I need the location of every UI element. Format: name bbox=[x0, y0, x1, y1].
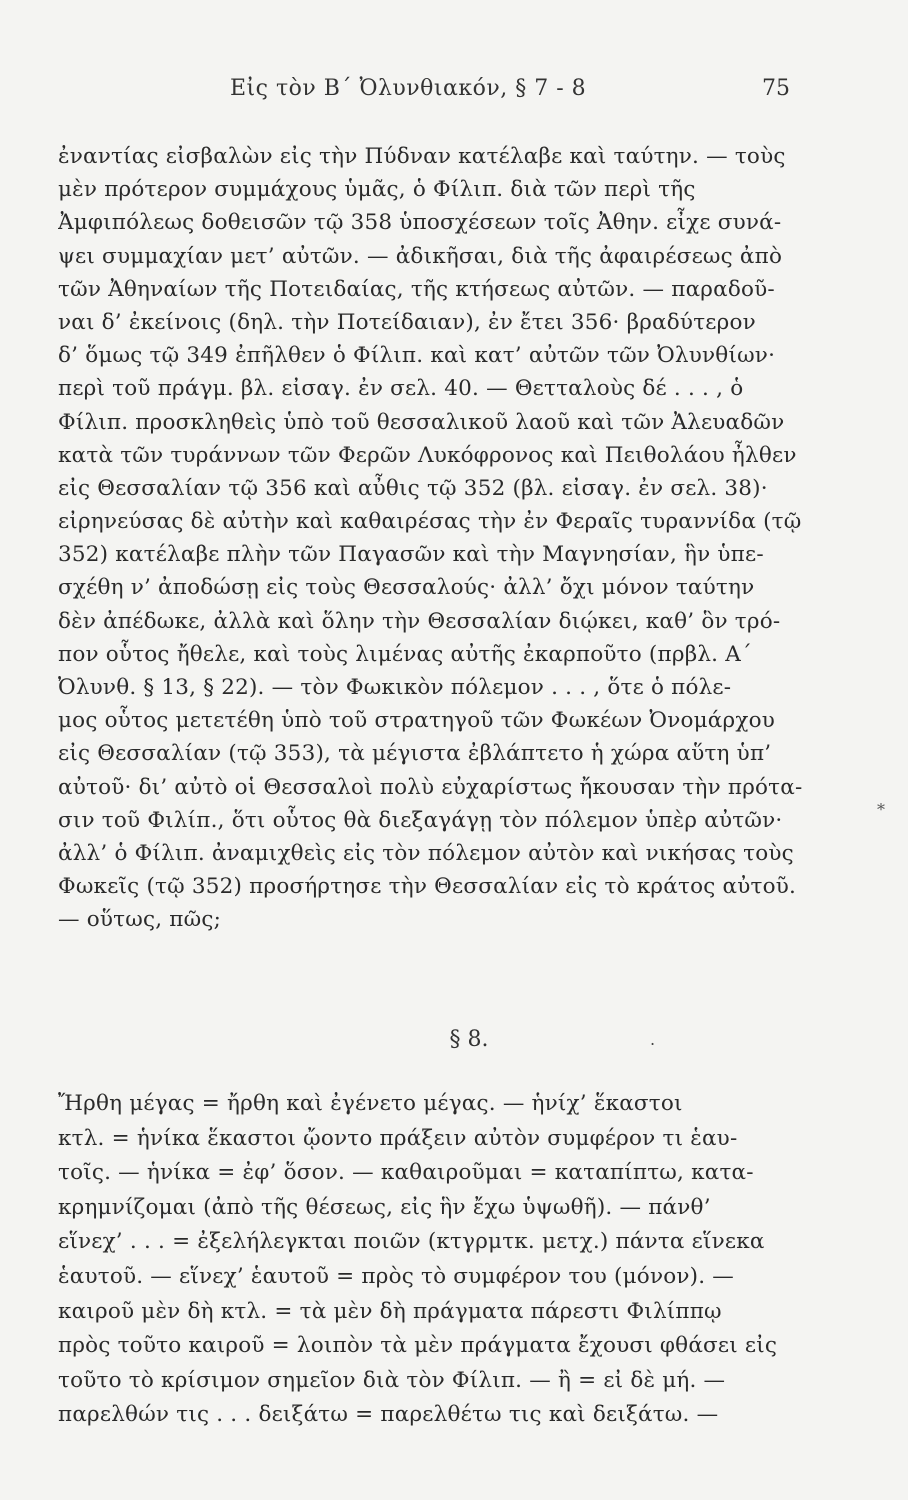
text-line: ψει συμμαχίαν μετ’ αὐτῶν. — ἀδικῆσαι, διὰ τῆς ἀφαιρέσεως ἀπὸ bbox=[58, 243, 783, 269]
text-line: κτλ. = ἡνίκα ἕκαστοι ᾤοντο πράξειν αὐτὸν συμφέρον τι ἑαυ- bbox=[58, 1125, 738, 1151]
text-line: Ὀλυνθ. § 13, § 22). — τὸν Φωκικὸν πόλεμον . . . , ὅτε ὁ πόλε- bbox=[58, 675, 732, 700]
text-line: μὲν πρότερον συμμάχους ὑμᾶς, ὁ Φίλιπ. διὰ τῶν περὶ τῆς bbox=[58, 177, 696, 203]
section-heading bbox=[0, 1027, 908, 1052]
text-line: — οὕτως, πῶς; bbox=[58, 907, 222, 933]
text-line: δὲν ἀπέδωκε, ἀλλὰ καὶ ὅλην τὴν Θεσσαλίαν διῴκει, καθ’ ὃν τρό- bbox=[58, 608, 781, 634]
text-line: εἰς Θεσσαλίαν τῷ 356 καὶ αὖθις τῷ 352 (βλ. εἰσαγ. ἐν σελ. 38)· bbox=[58, 475, 768, 501]
text-line: τῶν Ἀθηναίων τῆς Ποτειδαίας, τῆς κτήσεως αὐτῶν. — παραδοῦ- bbox=[58, 276, 775, 302]
text-line: πον οὗτος ἤθελε, καὶ τοὺς λιμένας αὐτῆς ἐκαρποῦτο (πρβλ. Α΄ bbox=[58, 641, 752, 667]
text-line: σιν τοῦ Φιλίπ., ὅτι οὗτος θὰ διεξαγάγῃ τὸν πόλεμον ὑπὲρ αὐτῶν· bbox=[58, 807, 783, 833]
text-line: ἀλλ’ ὁ Φίλιπ. ἀναμιχθεὶς εἰς τὸν πόλεμον αὐτὸν καὶ νικήσας τοὺς bbox=[58, 840, 794, 866]
text-line: περὶ τοῦ πράγμ. βλ. εἰσαγ. ἐν σελ. 40. — Θετταλοὺς δέ . . . , ὁ bbox=[58, 376, 744, 402]
commentary-section-8 bbox=[58, 1087, 838, 1433]
text-line: τοῦτο τὸ κρίσιμον σημεῖον διὰ τὸν Φίλιπ. — ἢ = εἰ δὲ μή. — bbox=[58, 1367, 726, 1393]
margin-dot: . bbox=[650, 1030, 656, 1049]
text-line: πρὸς τοῦτο καιροῦ = λοιπὸν τὰ μὲν πράγματα ἔχουσι φθάσει εἰς bbox=[58, 1333, 778, 1359]
running-head: Εἰς τὸν Β΄ Ὀλυνθιακόν, § 7 - 8 bbox=[230, 76, 587, 101]
text-line: εἰς Θεσσαλίαν (τῷ 353), τὰ μέγιστα ἐβλάπτετο ἡ χώρα αὕτη ὑπ’ bbox=[58, 741, 772, 767]
text-line: Φωκεῖς (τῷ 352) προσήρτησε τὴν Θεσσαλίαν εἰς τὸ κράτος αὐτοῦ. bbox=[58, 874, 797, 900]
text-line: τοῖς. — ἡνίκα = ἐφ’ ὅσον. — καθαιροῦμαι = καταπίπτω, κατα- bbox=[58, 1160, 754, 1186]
text-line: κατὰ τῶν τυράννων τῶν Φερῶν Λυκόφρονος καὶ Πειθολάου ἦλθεν bbox=[58, 442, 797, 468]
text-line: μος οὗτος μετετέθη ὑπὸ τοῦ στρατηγοῦ τῶν Φωκέων Ὀνομάρχου bbox=[58, 708, 775, 734]
page-number: 75 bbox=[762, 76, 790, 101]
text-line: εἰρηνεύσας δὲ αὐτὴν καὶ καθαιρέσας τὴν ἐν Φεραῖς τυραννίδα (τῷ bbox=[58, 509, 802, 535]
text-line: 352) κατέλαβε πλὴν τῶν Παγασῶν καὶ τὴν Μαγνησίαν, ἣν ὑπε- bbox=[58, 542, 764, 568]
margin-mark: * bbox=[877, 800, 885, 819]
text-line: Ἀμφιπόλεως δοθεισῶν τῷ 358 ὑποσχέσεων τοῖς Ἀθην. εἶχε συνά- bbox=[58, 210, 782, 236]
text-line: παρελθών τις . . . δειξάτω = παρελθέτω τις καὶ δειξάτω. — bbox=[58, 1402, 719, 1428]
text-line: εἵνεχ’ . . . = ἐξελήλεγκται ποιῶν (κτγρμτκ. μετχ.) πάντα εἵνεκα bbox=[58, 1229, 765, 1255]
text-line: σχέθη ν’ ἀποδώσῃ εἰς τοὺς Θεσσαλούς· ἀλλ’ ὄχι μόνον ταύτην bbox=[58, 575, 755, 601]
text-line: ἐναντίας εἰσβαλὼν εἰς τὴν Πύδναν κατέλαβε καὶ ταύτην. — τοὺς bbox=[58, 144, 786, 169]
text-line: Ἤρθη μέγας = ἤρθη καὶ ἐγένετο μέγας. — ἡνίχ’ ἕκαστοι bbox=[58, 1091, 683, 1116]
text-line: καιροῦ μὲν δὴ κτλ. = τὰ μὲν δὴ πράγματα πάρεστι Φιλίππῳ bbox=[58, 1298, 722, 1324]
commentary-section-7 bbox=[58, 140, 826, 937]
text-line: ἑαυτοῦ. — εἵνεχ’ ἑαυτοῦ = πρὸς τὸ συμφέρον του (μόνον). — bbox=[58, 1263, 734, 1289]
text-line: ναι δ’ ἐκείνοις (δηλ. τὴν Ποτείδαιαν), ἐν ἔτει 356· βραδύτερον bbox=[58, 309, 756, 335]
text-line: δ’ ὅμως τῷ 349 ἐπῆλθεν ὁ Φίλιπ. καὶ κατ’ αὐτῶν τῶν Ὀλυνθίων· bbox=[58, 343, 776, 369]
text-line: κρημνίζομαι (ἀπὸ τῆς θέσεως, εἰς ἣν ἔχω ὑψωθῆ). — πάνθ’ bbox=[58, 1194, 711, 1220]
page-header bbox=[0, 76, 908, 116]
text-line: Φίλιπ. προσκληθεὶς ὑπὸ τοῦ θεσσαλικοῦ λαοῦ καὶ τῶν Ἀλευαδῶν bbox=[58, 409, 785, 435]
section-heading-text: § 8. bbox=[449, 1027, 489, 1052]
text-line: αὐτοῦ· δι’ αὐτὸ οἱ Θεσσαλοὶ πολὺ εὐχαρίστως ἤκουσαν τὴν πρότα- bbox=[58, 774, 803, 800]
